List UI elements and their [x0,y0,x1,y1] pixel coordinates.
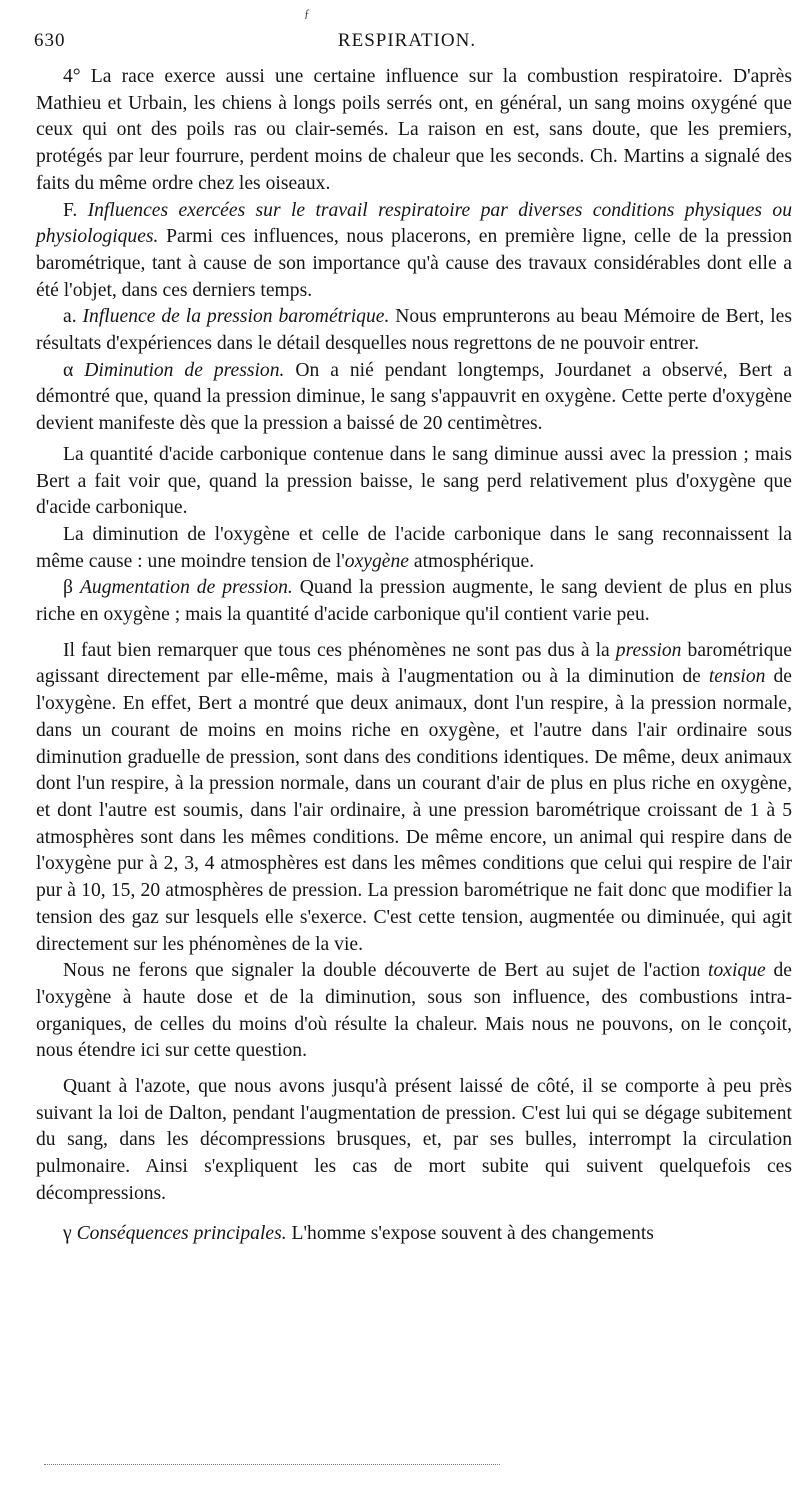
paragraph-text: Nous emprunterons au beau Mémoire de Bert, les résultats d'expériences dans le détail desquelles nous regrettons de ne pouvoir entrer. [36,306,792,355]
paragraph-text: 4° La race exerce aussi une certaine influence sur la combustion respiratoire. D'après Mathieu et Urbain, les chiens à longs poils serrés ont, en général, un sang moins oxygéné que ceux qui ont des poils ras ou clair-semés. La raison en est, sans doute, que les premiers, protégés par leur fourrure, perdent moins de chaleur que les seconds. Ch. Martins a signalé des faits du même ordre chez les oiseaux. [36,66,792,194]
paragraph-gamma [36,1221,792,1248]
subsection-title: Augmentation de pression. [79,577,293,599]
subsection-title: Conséquences principales. [76,1222,287,1244]
paragraph-text: Il faut bien remarquer que tous ces phénomènes ne sont pas dus à la [63,639,616,661]
paragraph-azote [36,1074,792,1208]
paragraph-text: L'homme s'expose souvent à des changements [291,1222,654,1244]
paragraph-acide-carbonique [36,442,792,522]
emphasis: pression [615,639,682,661]
emphasis: tension [708,666,766,688]
paragraph-beta [36,575,792,628]
paragraph-text: La quantité d'acide carbonique contenue dans le sang diminue aussi avec la pression ; mais Bert a fait voir que, quand la pression baisse, le sang perd relativement plus d'oxygène que d'acide carbonique. [36,443,792,519]
header-tick-mark: ƒ [304,6,311,20]
paragraph-text: Quant à l'azote, que nous avons jusqu'à présent laissé de côté, il se comporte à peu près suivant la loi de Dalton, pendant l'augmentation de pression. C'est lui qui se dégage subitement du sang, dans les décompressions brusques, et, par ses bulles, interrompt la circulation pulmonaire. Ainsi s'expliquent les cas de mort subite qui suivent quelquefois ces décompressions. [36,1076,792,1204]
subsection-title: Influence de la pression barométrique. [82,306,390,328]
section-title: Influences exercées sur le travail respiratoire par diverses conditions physiques ou physiologiques. [36,199,792,248]
paragraph-text: barométrique agissant directement par elle-même, mais à l'augmentation ou à la diminution de [36,639,793,688]
emphasis: oxygène [344,550,409,572]
greek-marker: α [63,359,74,381]
paragraph-text: On a nié pendant longtemps, Jourdanet a observé, Bert a démontré que, quand la pression diminue, le sang s'appauvrit en oxygène. Cette perte d'oxygène devient manifeste dès que la pression a baissé de 20 centimètres. [36,359,792,435]
subsection-letter: a. [63,306,77,328]
emphasis: toxique [708,960,766,982]
paragraph-remarque [36,638,792,958]
page-number: 630 [34,30,66,51]
paragraph-text: de l'oxygène. En effet, Bert a montré que deux animaux, dont l'un respire, à la pression normale, dans un courant de moins en moins riche en oxygène, et l'autre dans l'air ordinaire sous diminution graduelle de pression, sont dans des conditions identiques. De même, deux animaux dont l'un respire, à la pression normale, dans un courant d'air de plus en plus riche en oxygène, et dont l'autre est soumis, dans l'air ordinaire, à une pression barométrique croissant de 1 à 5 atmosphères sont dans les mêmes conditions. De même encore, un animal qui respire dans de l'oxygène pur à 2, 3, 4 atmosphères est dans les mêmes conditions que celui qui respire de l'air pur à 10, 15, 20 atmosphères de pression. La pression barométrique ne fait donc que modifier la tension des gaz sur lesquels elle s'exerce. C'est cette tension, augmentée ou diminuée, qui agit directement sur les phénomènes de la vie. [36,666,792,955]
greek-marker: γ [63,1222,72,1244]
paragraph-alpha [36,358,792,438]
paragraph-section-f [36,198,792,305]
paragraph-toxique [36,958,792,1065]
body-text [36,64,792,1247]
paragraph-subsection-a [36,304,792,357]
greek-marker: β [63,577,73,599]
paragraph-text: atmosphérique. [408,550,535,572]
subsection-title: Diminution de pression. [84,359,285,381]
section-letter: F. [63,199,78,221]
paragraph-race [36,64,792,198]
paragraph-text: Nous ne ferons que signaler la double découverte de Bert au sujet de l'action [63,960,709,982]
paragraph-text: Parmi ces influences, nous placerons, en première ligne, celle de la pression barométrique, tant à cause de son importance qu'à cause des travaux considérables dont elle a été l'objet, dans ces derniers temps. [36,226,792,301]
page-header [34,6,780,58]
running-title: RESPIRATION. [337,30,477,51]
footer-dotted-rule [44,1464,500,1465]
paragraph-tension [36,522,792,575]
paragraph-text: Quand la pression augmente, le sang devient de plus en plus riche en oxygène ; mais la quantité d'acide carbonique qu'il contient varie peu. [36,577,792,626]
paragraph-text: La diminution de l'oxygène et celle de l'acide carbonique dans le sang reconnaissent la même cause : une moindre tension de l' [36,523,792,572]
paragraph-text: de l'oxygène à haute dose et de la diminution, sous son influence, des combustions intra-organiques, de celles du moins d'où résulte la chaleur. Mais nous ne pouvons, on le conçoit, nous étendre ici sur cette question. [36,960,792,1062]
